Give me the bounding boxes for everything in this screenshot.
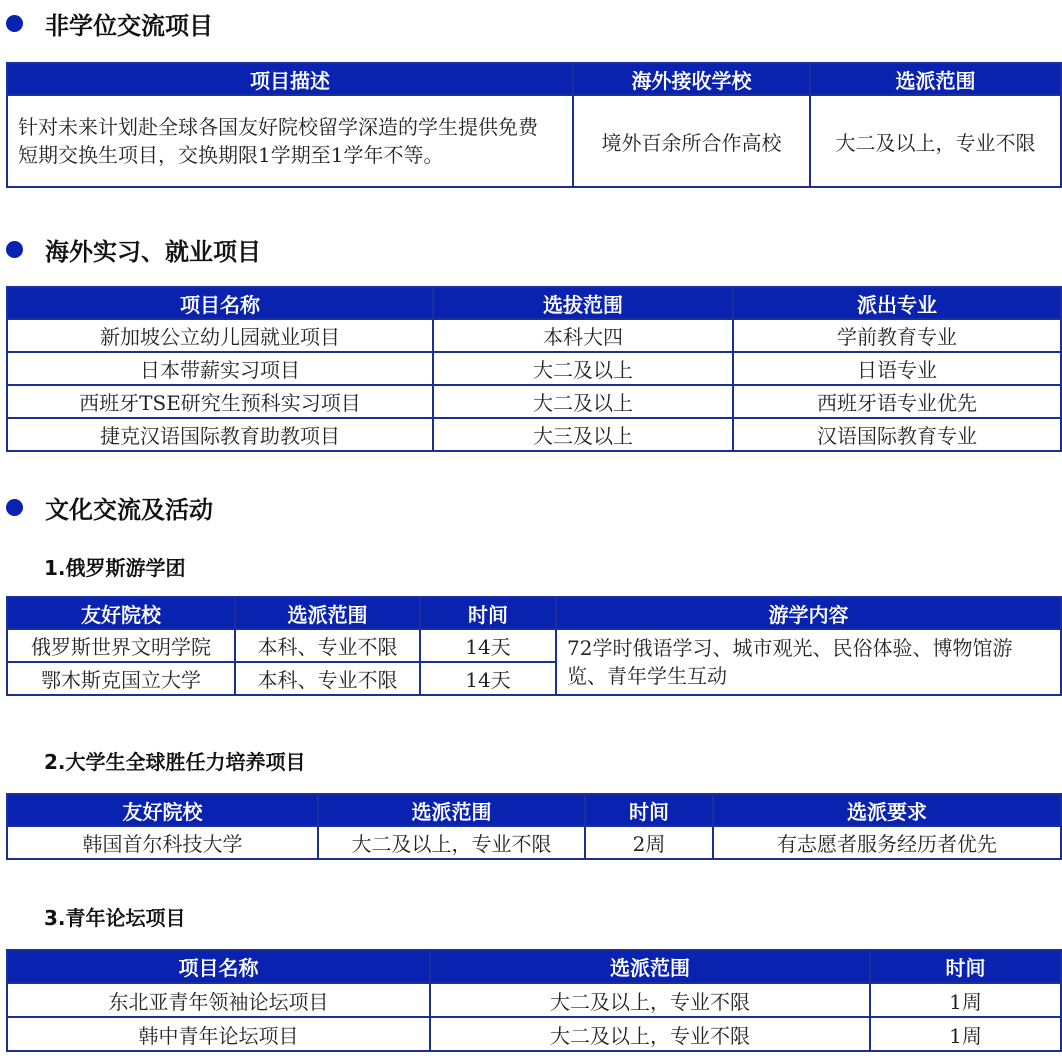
subsection-title-youth-forum: 3.青年论坛项目 bbox=[44, 906, 186, 930]
header-partner-school: 友好院校 bbox=[7, 794, 318, 826]
section-title-cultural: 文化交流及活动 bbox=[6, 490, 213, 525]
header-project-name: 项目名称 bbox=[7, 287, 433, 319]
bullet-icon bbox=[6, 241, 23, 258]
youth-forum-table bbox=[6, 949, 1062, 1052]
header-duration: 时间 bbox=[585, 794, 713, 826]
header-selection-scope: 选派范围 bbox=[430, 950, 870, 983]
header-selection-scope: 选派范围 bbox=[318, 794, 585, 826]
header-duration: 时间 bbox=[870, 950, 1061, 983]
global-competence-table bbox=[6, 793, 1062, 860]
header-project-name: 项目名称 bbox=[7, 950, 430, 983]
table-row: 西班牙TSE研究生预科实习项目 大二及以上 西班牙语专业优先 bbox=[7, 385, 1061, 418]
section-title-internship: 海外实习、就业项目 bbox=[6, 232, 261, 267]
header-selection-scope: 选拔范围 bbox=[433, 287, 733, 319]
header-overseas-school: 海外接收学校 bbox=[573, 63, 810, 95]
bullet-icon bbox=[6, 15, 23, 32]
header-description: 项目描述 bbox=[7, 63, 573, 95]
subsection-title-global-competence: 2.大学生全球胜任力培养项目 bbox=[44, 750, 306, 774]
table-row: 韩中青年论坛项目 大二及以上，专业不限 1周 bbox=[7, 1017, 1061, 1051]
table-row: 鄂木斯克国立大学 本科、专业不限 14天 bbox=[7, 662, 1061, 695]
tour-content-cell: 72学时俄语学习、城市观光、民俗体验、博物馆游览、青年学生互动 bbox=[556, 629, 1061, 695]
header-scope: 选派范围 bbox=[810, 63, 1061, 95]
russia-study-tour-table bbox=[6, 596, 1062, 696]
header-major: 派出专业 bbox=[733, 287, 1061, 319]
table-row: 俄罗斯世界文明学院 本科、专业不限 14天 72学时俄语学习、城市观光、民俗体验、博物馆游览、青年学生互动 bbox=[7, 629, 1061, 662]
table-row: 针对未来计划赴全球各国友好院校留学深造的学生提供免费短期交换生项目，交换期限1学期至1学年不等。 境外百余所合作高校 大二及以上，专业不限 bbox=[7, 95, 1061, 187]
table-row: 捷克汉语国际教育助教项目 大三及以上 汉语国际教育专业 bbox=[7, 418, 1061, 451]
subsection-title-russia: 1.俄罗斯游学团 bbox=[44, 556, 186, 580]
header-tour-content: 游学内容 bbox=[556, 597, 1061, 629]
header-duration: 时间 bbox=[420, 597, 556, 629]
header-requirements: 选派要求 bbox=[713, 794, 1061, 826]
header-partner-school: 友好院校 bbox=[7, 597, 235, 629]
bullet-icon bbox=[6, 499, 23, 516]
non-degree-table bbox=[6, 62, 1062, 188]
table-row: 新加坡公立幼儿园就业项目 本科大四 学前教育专业 bbox=[7, 319, 1061, 352]
table-row: 日本带薪实习项目 大二及以上 日语专业 bbox=[7, 352, 1061, 385]
table-row: 韩国首尔科技大学 大二及以上，专业不限 2周 有志愿者服务经历者优先 bbox=[7, 826, 1061, 859]
table-row: 东北亚青年领袖论坛项目 大二及以上，专业不限 1周 bbox=[7, 983, 1061, 1017]
section-title-non-degree: 非学位交流项目 bbox=[6, 6, 213, 41]
internship-table bbox=[6, 286, 1062, 452]
header-selection-scope: 选派范围 bbox=[235, 597, 420, 629]
